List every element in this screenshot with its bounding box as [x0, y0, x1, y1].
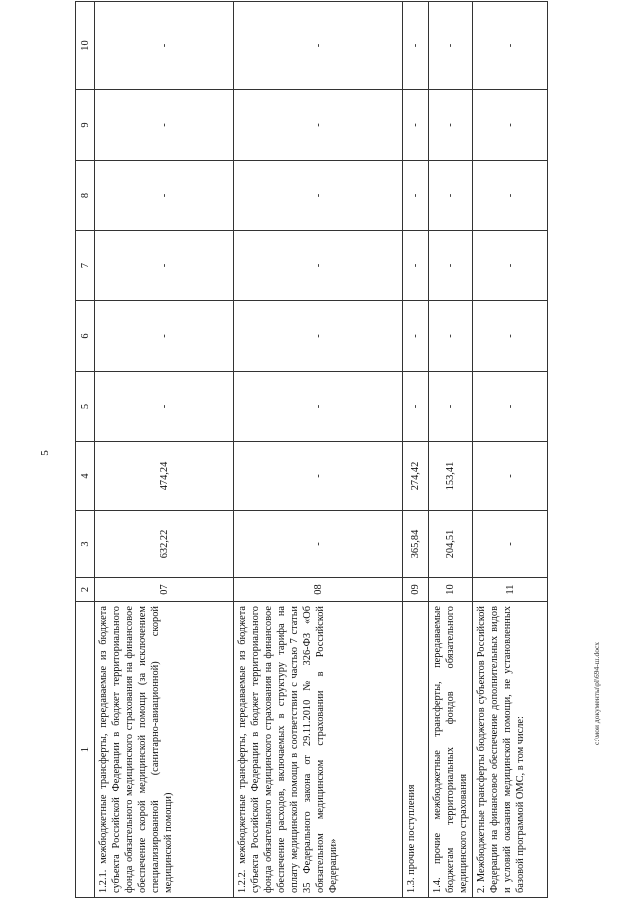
- row-value-col5: -: [429, 372, 473, 442]
- row-value-col8: -: [234, 161, 403, 231]
- header-cell: 1: [76, 602, 95, 898]
- row-code: 09: [403, 578, 429, 602]
- row-value-col3: 365,84: [403, 511, 429, 578]
- row-description: 2. Межбюджетные трансферты бюджетов субъектов Российской Федерации на финансовое обеспечение дополнительных видов и условий оказания медицинской помощи, не установленных базовой программой ОМС, в том числе:: [473, 602, 548, 898]
- row-value-col3: 204,51: [429, 511, 473, 578]
- row-description: 1.3. прочие поступления: [403, 602, 429, 898]
- table-row: [95, 2, 234, 898]
- table-header-row: [76, 2, 95, 898]
- row-value-col7: -: [95, 231, 234, 301]
- row-value-col9: -: [429, 90, 473, 161]
- row-value-col6: -: [403, 301, 429, 372]
- row-value-col10: -: [234, 2, 403, 90]
- budget-table: [75, 1, 548, 898]
- row-description: 1.2.2. межбюджетные трансферты, передаваемые из бюджета субъекта Российской Федерации в бюджет территориального фонда обязательного медицинского страхования на финансовое обеспечение расходов, включаемых в структуру тарифа на оплату медицинской помощи в соответствии с частью 7 статьи 35 Федерального закона от 29.11.2010 № 326-ФЗ «Об обязательном медицинском страховании в Российской Федерации»: [234, 602, 403, 898]
- row-value-col7: -: [234, 231, 403, 301]
- header-cell: 6: [76, 301, 95, 372]
- footer-file-path: c:\мои документы\pl\694-ш.docx: [592, 641, 601, 745]
- row-description: 1.2.1. межбюджетные трансферты, передаваемые из бюджета субъекта Российской Федерации в бюджет территориального фонда обязательного медицинского страхования на финансовое обеспечение скорой медицинской помощи (за исключением специализированной (санитарно-авиационной) скорой медицинской помощи): [95, 602, 234, 898]
- row-code: 10: [429, 578, 473, 602]
- row-value-col8: -: [473, 161, 548, 231]
- row-description: 1.4. прочие межбюджетные трансферты, передаваемые бюджетам территориальных фондов обязательного медицинского страхования: [429, 602, 473, 898]
- row-value-col7: -: [403, 231, 429, 301]
- row-value-col5: -: [403, 372, 429, 442]
- row-value-col5: -: [473, 372, 548, 442]
- row-value-col6: -: [234, 301, 403, 372]
- header-cell: 2: [76, 578, 95, 602]
- row-value-col5: -: [95, 372, 234, 442]
- row-value-col6: -: [473, 301, 548, 372]
- row-value-col3: 632,22: [95, 511, 234, 578]
- table-row: [234, 2, 403, 898]
- table-row: [429, 2, 473, 898]
- row-value-col9: -: [95, 90, 234, 161]
- row-value-col10: -: [95, 2, 234, 90]
- row-value-col4: -: [473, 442, 548, 511]
- header-cell: 9: [76, 90, 95, 161]
- row-value-col7: -: [473, 231, 548, 301]
- header-cell: 8: [76, 161, 95, 231]
- page-number: 5: [38, 450, 51, 456]
- row-value-col8: -: [95, 161, 234, 231]
- row-value-col10: -: [473, 2, 548, 90]
- row-value-col8: -: [403, 161, 429, 231]
- row-code: 11: [473, 578, 548, 602]
- row-value-col6: -: [429, 301, 473, 372]
- table-row: [403, 2, 429, 898]
- row-value-col10: -: [403, 2, 429, 90]
- row-value-col4: -: [234, 442, 403, 511]
- row-value-col4: 153,41: [429, 442, 473, 511]
- row-value-col9: -: [403, 90, 429, 161]
- header-cell: 7: [76, 231, 95, 301]
- row-value-col8: -: [429, 161, 473, 231]
- row-value-col5: -: [234, 372, 403, 442]
- header-cell: 10: [76, 2, 95, 90]
- rotated-table-container: [75, 22, 548, 898]
- header-cell: 4: [76, 442, 95, 511]
- row-value-col4: 274,42: [403, 442, 429, 511]
- row-value-col3: -: [473, 511, 548, 578]
- row-code: 08: [234, 578, 403, 602]
- header-cell: 5: [76, 372, 95, 442]
- row-value-col9: -: [234, 90, 403, 161]
- row-value-col3: -: [234, 511, 403, 578]
- header-cell: 3: [76, 511, 95, 578]
- row-value-col4: 474,24: [95, 442, 234, 511]
- row-value-col7: -: [429, 231, 473, 301]
- row-value-col10: -: [429, 2, 473, 90]
- row-value-col9: -: [473, 90, 548, 161]
- table-row: [473, 2, 548, 898]
- row-code: 07: [95, 578, 234, 602]
- row-value-col6: -: [95, 301, 234, 372]
